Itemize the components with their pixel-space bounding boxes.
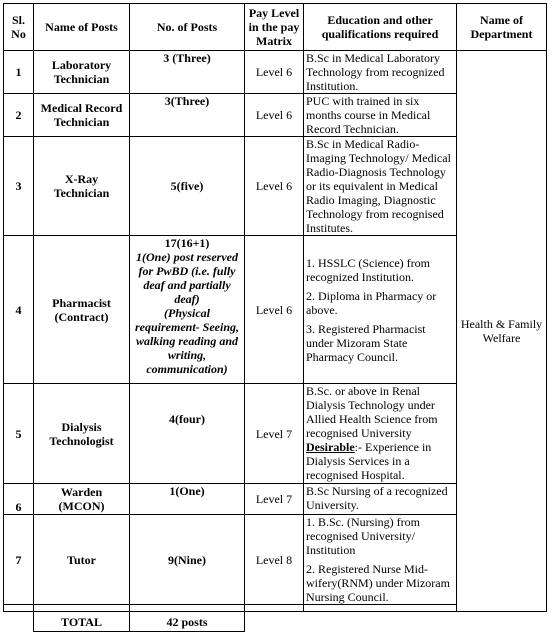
row-pay-level: Level 6 xyxy=(245,137,304,236)
post-name-line1: Pharmacist xyxy=(52,295,111,310)
qualification-item: 2. Registered Nurse Mid-wifery(RNM) under Mizoram Nursing Council. xyxy=(306,562,450,604)
post-count-note: 1(One) post reserved for PwBD (i.e. fully deaf and partially deaf) xyxy=(136,250,238,306)
row-sl: 5 xyxy=(4,384,34,484)
post-name-line2: (Contract) xyxy=(54,309,109,324)
total-row xyxy=(4,612,547,632)
row-post-name xyxy=(34,484,130,515)
row-qualification xyxy=(304,236,457,384)
spacer-cell xyxy=(4,605,34,612)
row-post-count xyxy=(130,236,245,384)
row-qualification xyxy=(304,515,457,605)
spacer-cell xyxy=(130,605,245,612)
qualification-item: 2. Diploma in Pharmacy or above. xyxy=(306,288,437,317)
row-pay-level: Level 6 xyxy=(245,236,304,384)
desirable-label: Desirable xyxy=(306,440,355,454)
post-count-note2: (Physical requirement- Seeing, walking reading and writing, communication) xyxy=(135,306,239,376)
row-sl: 2 xyxy=(4,94,34,137)
row-post-name: Tutor xyxy=(34,515,130,605)
total-blank xyxy=(457,612,547,632)
header-name: Name of Posts xyxy=(34,4,130,51)
row-sl: 3 xyxy=(4,137,34,236)
row-post-name: Dialysis Technologist xyxy=(34,384,130,484)
row-post-name: X-Ray Technician xyxy=(34,137,130,236)
row-post-count: 4(four) xyxy=(130,384,245,484)
posts-table xyxy=(3,3,547,632)
row-pay-level: Level 7 xyxy=(245,484,304,515)
header-dept: Name of Department xyxy=(457,4,547,51)
row-post-count: 1(One) xyxy=(130,484,245,515)
post-name-line1: Warden xyxy=(60,485,103,499)
row-post-count: 3 (Three) xyxy=(130,51,245,94)
row-qualification: B.Sc Nursing of a recognized University. xyxy=(304,484,457,515)
qualification-item: 1. HSSLC (Science) from recognized Institution. xyxy=(306,255,430,284)
total-label: TOTAL xyxy=(34,612,130,632)
header-edu: Education and other qualifications required xyxy=(304,4,457,51)
row-post-name: Medical Record Technician xyxy=(34,94,130,137)
row-pay-level: Level 7 xyxy=(245,384,304,484)
row-sl: 1 xyxy=(4,51,34,94)
header-row xyxy=(4,4,547,51)
row-sl: 6 xyxy=(4,484,34,515)
desirable-line xyxy=(306,440,454,482)
post-count-value: 17(16+1) xyxy=(164,236,210,250)
post-name-line2: (MCON) xyxy=(58,499,105,513)
row-qualification: B.Sc in Medical Laboratory Technology from recognized Institution. xyxy=(304,51,457,94)
row-pay-level: Level 6 xyxy=(245,51,304,94)
row-pay-level: Level 8 xyxy=(245,515,304,605)
row-sl: 4 xyxy=(4,236,34,384)
row-post-name: Laboratory Technician xyxy=(34,51,130,94)
desirable-text: :- Experience in Dialysis Services in a recognised Hospital. xyxy=(306,440,432,482)
row-qualification: B.Sc in Medical Radio-Imaging Technology/ Medical Radio-Diagnosis Technology or its equivalent in Medical Radio Imaging, Diagnostic Technology from recognised Institutes. xyxy=(304,137,457,236)
total-blank xyxy=(304,612,457,632)
spacer-cell xyxy=(34,605,130,612)
total-blank xyxy=(4,612,34,632)
row-post-name xyxy=(34,236,130,384)
table-row xyxy=(4,51,547,94)
row-pay-level: Level 6 xyxy=(245,94,304,137)
row-post-count: 9(Nine) xyxy=(130,515,245,605)
qualification-item: 1. B.Sc. (Nursing) from recognised University/ Institution xyxy=(306,515,420,557)
row-post-count: 5(five) xyxy=(130,137,245,236)
header-posts: No. of Posts xyxy=(130,4,245,51)
qualification-item: 3. Registered Pharmacist under Mizoram State Pharmacy Council. xyxy=(306,321,426,364)
row-sl: 7 xyxy=(4,515,34,605)
total-value: 42 posts xyxy=(130,612,245,632)
department-cell: Health & Family Welfare xyxy=(457,51,547,612)
header-sl: Sl. No xyxy=(4,4,34,51)
header-pay: Pay Level in the pay Matrix xyxy=(245,4,304,51)
total-blank xyxy=(245,612,304,632)
qualification-item: B.Sc. or above in Renal Dialysis Technology under Allied Health Science from recognised University xyxy=(306,384,438,440)
spacer-cell xyxy=(245,605,304,612)
spacer-cell xyxy=(304,605,457,612)
row-qualification: PUC with trained in six months course in Medical Record Technician. xyxy=(304,94,457,137)
row-post-count: 3(Three) xyxy=(130,94,245,137)
row-qualification xyxy=(304,384,457,484)
